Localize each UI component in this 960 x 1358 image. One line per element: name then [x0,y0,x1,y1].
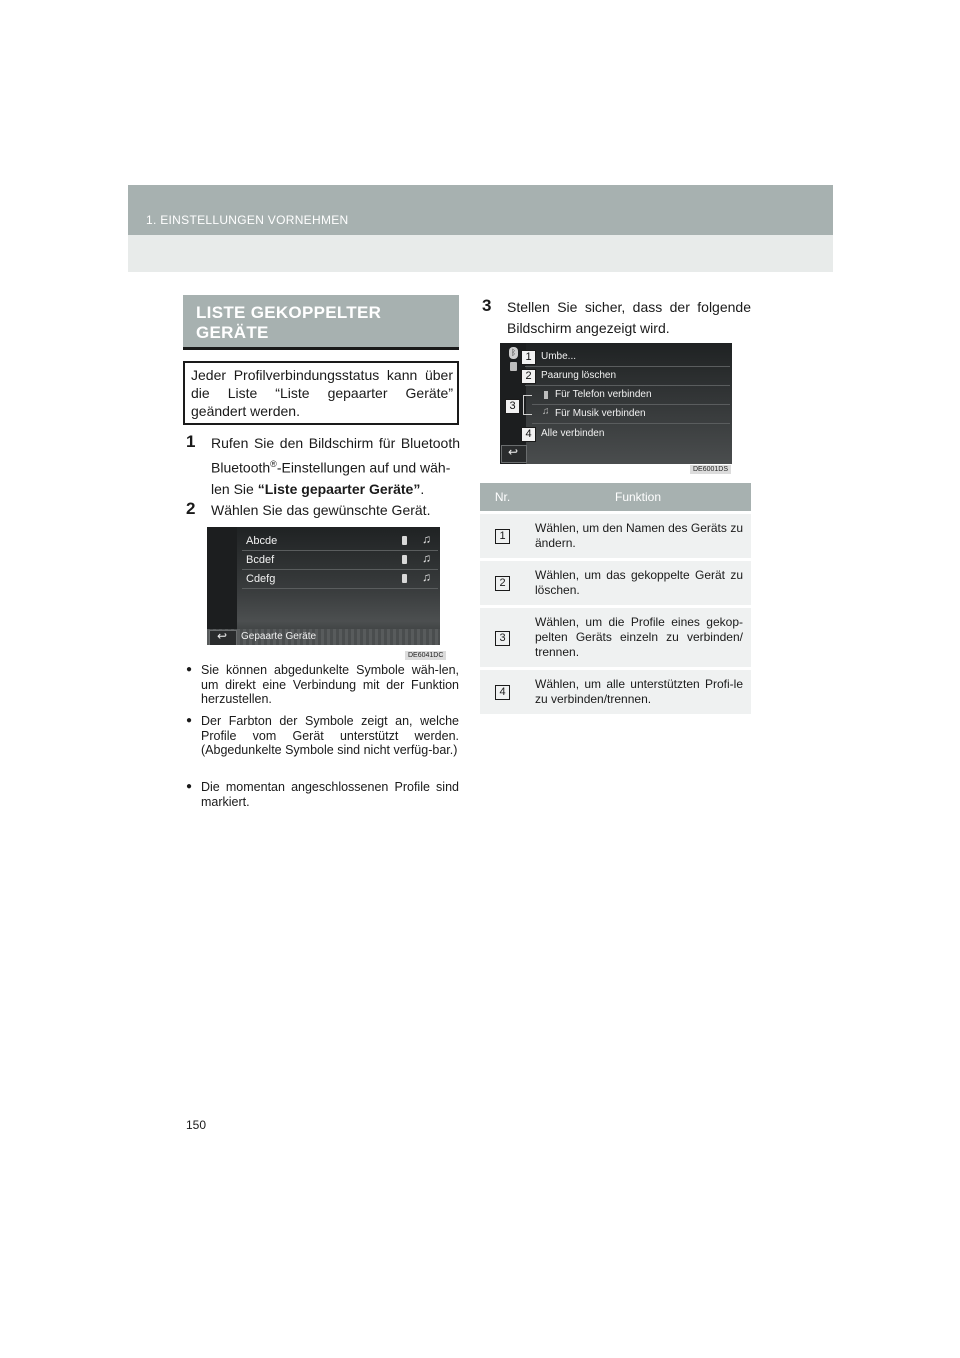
header-subband [128,235,833,272]
step-2 [186,500,460,521]
callout-number: 1 [495,529,510,544]
step-1: 1 Rufen Sie den Bildschirm für Bluetooth Bluetooth®-Einstellungen auf und wäh- len Sie “Liste gepaarter Geräte”. [186,432,460,497]
option-rename[interactable]: 1 Umbe... [525,349,730,367]
table-cell: Wählen, um alle unterstützten Profi-le zu verbinden/trennen. [525,669,751,715]
option-delete-pairing[interactable]: 2 Paarung löschen [525,368,730,386]
callout-number: 3 [505,399,520,414]
back-button[interactable] [501,445,527,463]
screenshot-device-options [500,343,732,464]
table-cell: Wählen, um das gekoppelte Gerät zu löschen. [525,560,751,607]
table-header-row [480,483,751,513]
step-text: Wählen Sie das gewünschte Gerät. [211,502,431,518]
list-item: ● Die momentan angeschlossenen Profile sind markiert. [186,780,459,809]
table-cell: Wählen, um die Profile eines gekop-pelten Geräts einzeln zu verbinden/ trennen. [525,607,751,669]
callout-number: 2 [495,576,510,591]
bullet-icon: ● [186,781,193,792]
back-button[interactable] [209,630,237,645]
music-note-icon[interactable]: ♫ [422,570,431,584]
callout-number: 4 [495,685,510,700]
option-connect-music[interactable]: ♫ Für Musik verbinden [532,406,730,424]
page-number: 150 [186,1118,207,1132]
music-note-icon[interactable]: ♫ [422,551,431,565]
step-number: 1 [186,432,196,451]
screenshot-paired-devices [207,527,440,645]
music-note-icon[interactable]: ♫ [422,532,431,546]
step-text: Rufen Sie den Bildschirm für Bluetooth [211,435,460,451]
list-item: ● Sie können abgedunkelte Symbole wäh-len, um direkt eine Verbindung mit der Funktion herzustellen. [186,663,459,706]
return-arrow-icon: ↩ [508,445,519,459]
table-row [480,669,751,715]
bullet-icon: ● [186,664,193,675]
figure-code: DE6001DS [690,465,731,474]
phone-icon[interactable] [402,574,407,583]
device-name: Cdefg [246,573,276,585]
callout-number: 1 [521,350,536,365]
device-row[interactable] [242,532,438,551]
menu-reference: “Liste gepaarter Geräte” [257,480,421,497]
device-row[interactable] [242,551,438,570]
phone-icon [544,391,548,399]
section-title: LISTE GEKOPPELTER GERÄTE [196,303,382,342]
return-arrow-icon: ↩ [217,629,228,643]
callout-number: 4 [521,427,536,442]
table-row [480,560,751,607]
figure-code: DE6041DC [405,651,446,660]
table-row [480,607,751,669]
step-3 [482,297,751,339]
bracket [523,395,532,415]
option-connect-phone[interactable]: Für Telefon verbinden [532,387,730,405]
column-header: Nr. [480,483,525,513]
device-row[interactable] [242,570,438,589]
screen-title: Gepaarte Geräte [241,631,317,642]
table-row [480,513,751,560]
phone-icon[interactable] [402,555,407,564]
callout-number: 3 [495,631,510,646]
step-number: 2 [186,499,196,518]
step-number: 3 [482,296,492,315]
list-item: ● Der Farbton der Symbole zeigt an, welche Profile vom Gerät unterstützt werden. (Abgedunkelte Symbole sind nicht verfüg-bar.) [186,714,459,757]
option-connect-all[interactable]: 4 Alle verbinden [525,426,730,443]
column-header: Funktion [525,483,751,513]
header-band [128,185,833,235]
bluetooth-icon: ᛒ [509,347,518,359]
device-icon [510,362,517,371]
phone-icon[interactable] [402,536,407,545]
device-name: Abcde [246,535,278,547]
section-description: Jeder Profilverbindungsstatus kann über die Liste “Liste gepaarter Geräte” geändert werden. [191,367,453,419]
table-cell: Wählen, um den Namen des Geräts zu ändern. [525,513,751,560]
chapter-title: 1. EINSTELLUNGEN VORNEHMEN [146,213,349,227]
step-text: Stellen Sie sicher, dass der folgende Bildschirm angezeigt wird. [507,299,751,336]
music-note-icon: ♫ [542,406,550,417]
callout-number: 2 [521,369,536,384]
device-name: Bcdef [246,554,275,566]
function-table [480,483,751,714]
bullet-icon: ● [186,715,193,726]
